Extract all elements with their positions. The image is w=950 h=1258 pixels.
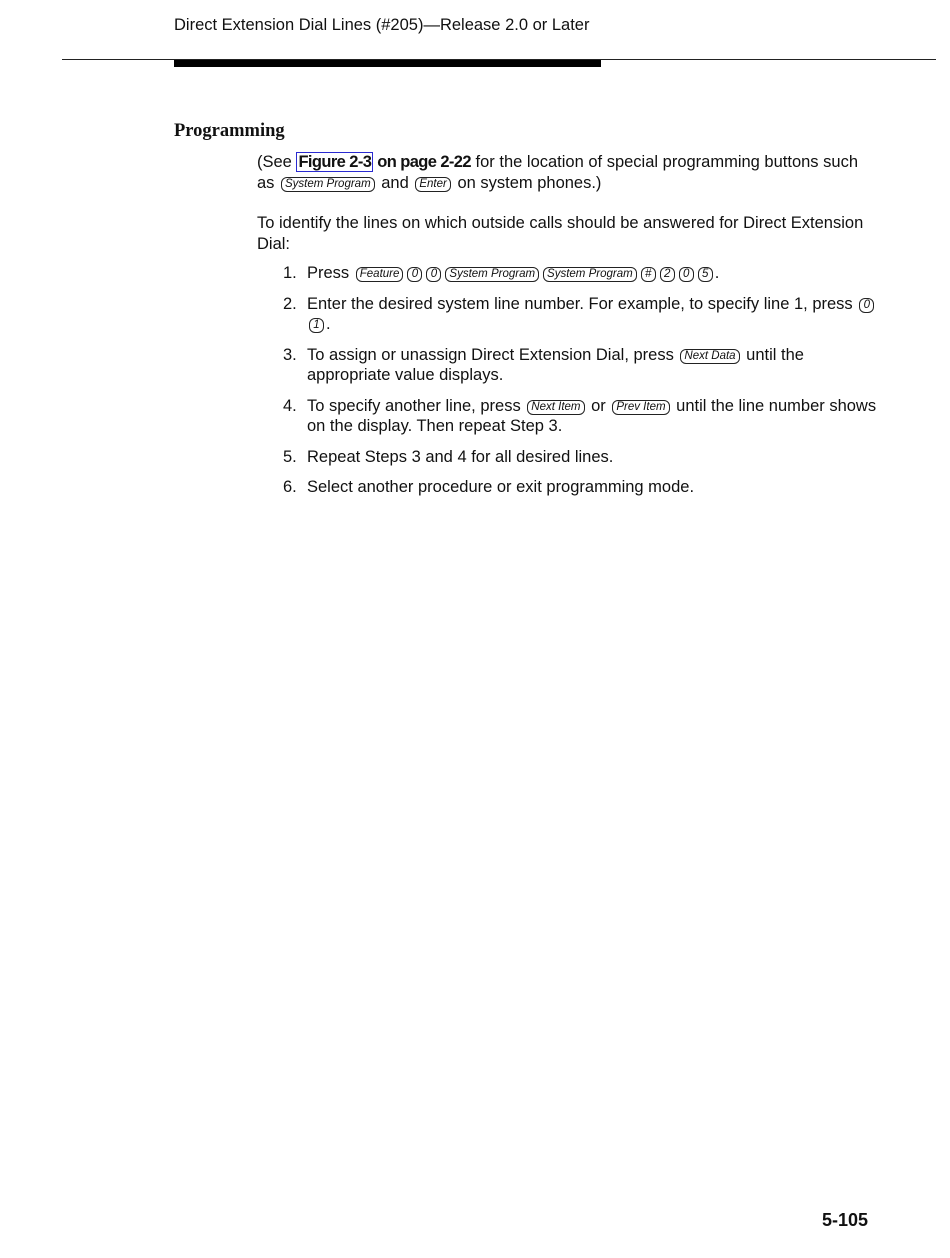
step-1 [283, 263, 877, 284]
step-text: Enter the desired system line number. For example, to specify line 1, press [307, 294, 858, 313]
body-content [257, 152, 877, 508]
intro-suffix: on system phones.) [452, 173, 602, 192]
step-text: To specify another line, press [307, 396, 526, 415]
key-system-program: System Program [543, 267, 637, 282]
step-6 [283, 477, 877, 498]
key-next-data: Next Data [680, 349, 739, 364]
step-text: Repeat Steps 3 and 4 for all desired lines. [307, 447, 614, 466]
intro-prefix: (See [257, 153, 297, 171]
step-end: until the appropriate value displays. [307, 345, 804, 384]
xref-page: on page 2-22 [373, 153, 471, 171]
key-digit-2: 2 [660, 267, 675, 282]
step-number: 2. [283, 294, 297, 313]
header-bar [174, 60, 601, 67]
key-digit-0: 0 [679, 267, 694, 282]
key-digit-0: 0 [859, 298, 874, 313]
step-2 [283, 294, 877, 335]
step-number: 3. [283, 345, 297, 364]
key-system-program: System Program [445, 267, 539, 282]
step-or: or [586, 396, 611, 415]
step-text: Select another procedure or exit programming mode. [307, 478, 695, 496]
running-header-title: Direct Extension Dial Lines (#205)—Release 2.0 or Later [174, 16, 590, 34]
key-digit-0: 0 [407, 267, 422, 282]
step-end: . [326, 315, 331, 333]
intro-and: and [376, 173, 414, 192]
figure-xref-link[interactable]: Figure 2-3 [298, 153, 372, 171]
step-end: until the line number shows on the display. Then repeat Step 3. [307, 396, 877, 435]
step-4 [283, 396, 877, 437]
key-prev-item: Prev Item [612, 400, 669, 415]
step-end: . [714, 264, 720, 282]
key-pound: # [641, 267, 656, 282]
intro-middle: for the location of special programming buttons such as [257, 153, 858, 192]
step-text: To assign or unassign Direct Extension Dial, press [307, 345, 679, 364]
step-number: 5. [283, 447, 297, 466]
step-5 [283, 447, 877, 468]
key-system-program: System Program [281, 177, 375, 192]
key-feature: Feature [356, 267, 404, 282]
lead-paragraph: To identify the lines on which outside calls should be answered for Direct Extension Dial: [257, 214, 864, 253]
section-heading: Programming [174, 121, 285, 141]
key-digit-0: 0 [426, 267, 441, 282]
key-next-item: Next Item [527, 400, 584, 415]
key-enter: Enter [415, 177, 451, 192]
step-number: 1. [283, 264, 297, 282]
intro-paragraph [257, 152, 877, 193]
key-digit-5: 5 [698, 267, 713, 282]
page-number: 5-105 [821, 1210, 868, 1230]
steps-list [257, 263, 877, 498]
step-text: Press [307, 264, 354, 282]
step-number: 6. [283, 478, 297, 496]
step-3 [283, 345, 877, 386]
key-digit-1: 1 [309, 318, 324, 333]
step-number: 4. [283, 396, 297, 415]
